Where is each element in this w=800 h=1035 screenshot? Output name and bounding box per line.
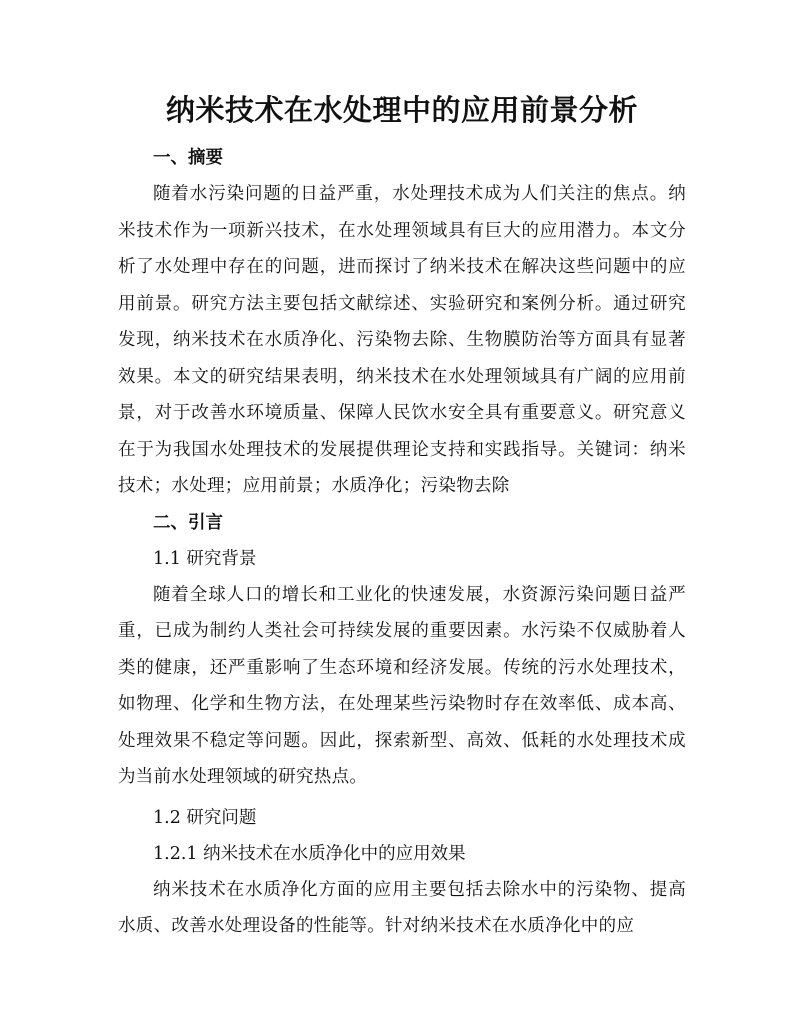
- research-problem-heading: 1.2 研究问题: [153, 807, 257, 828]
- page-title: 纳米技术在水处理中的应用前景分析: [165, 93, 638, 127]
- background-paragraph: 随着全球人口的增长和工业化的快速发展，水资源污染问题日益严重，已成为制约人类社会可持续发展的重要因素。水污染不仅威胁着人类的健康，还严重影响了生态环境和经济发展。传统的污水处理技术，如物理、化学和生物方法，在处理某些污染物时存在效率低、成本高、处理效果不稳定等问题。因此，探索新型、高效、低耗的水处理技术成为当前水处理领域的研究热点。: [118, 584, 686, 787]
- background-heading: 1.1 研究背景: [153, 548, 257, 569]
- abstract-paragraph: 随着水污染问题的日益严重，水处理技术成为人们关注的焦点。纳米技术作为一项新兴技术，在水处理领域具有巨大的应用潜力。本文分析了水处理中存在的问题，进而探讨了纳米技术在解决这些问题中的应用前景。研究方法主要包括文献综述、实验研究和案例分析。通过研究发现，纳米技术在水质净化、污染物去除、生物膜防治等方面具有显著效果。本文的研究结果表明，纳米技术在水处理领域具有广阔的应用前景，对于改善水环境质量、保障人民饮水安全具有重要意义。研究意义在于为我国水处理技术的发展提供理论支持和实践指导。关键词：纳米技术；水处理；应用前景；水质净化；污染物去除: [118, 184, 686, 496]
- document-page: [118, 88, 686, 945]
- abstract-heading: 一、摘要: [153, 148, 223, 168]
- introduction-heading: 二、引言: [153, 512, 223, 533]
- purification-heading: 1.2.1 纳米技术在水质净化中的应用效果: [153, 843, 466, 864]
- purification-paragraph: 纳米技术在水质净化方面的应用主要包括去除水中的污染物、提高水质、改善水处理设备的性能等。针对纳米技术在水质净化中的应: [118, 879, 686, 936]
